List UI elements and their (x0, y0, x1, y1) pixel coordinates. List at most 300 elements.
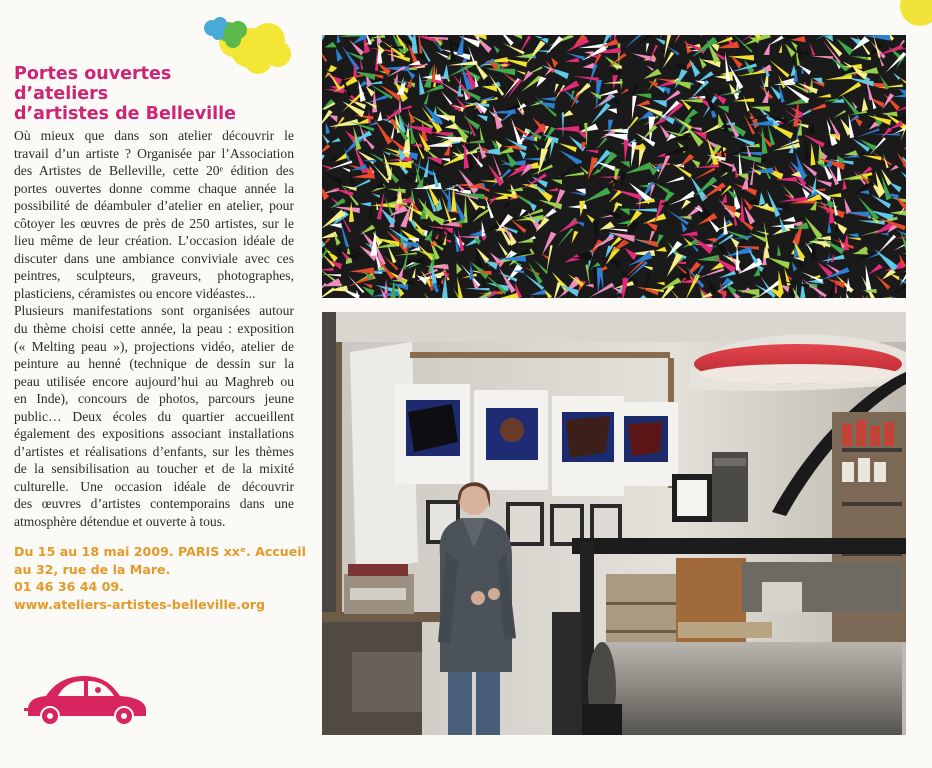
paint-stroke (905, 35, 906, 41)
paint-stroke (424, 156, 429, 177)
paint-stroke (646, 43, 649, 53)
paint-stroke (394, 73, 398, 84)
paint-stroke (423, 293, 442, 298)
paint-stroke (631, 295, 648, 298)
body-line: en Inde), concours de photos, parcours jeune (14, 391, 294, 407)
paint-stroke (697, 255, 720, 262)
body-line: public… Deux écoles du quartier accueillent (14, 408, 294, 424)
paint-stroke (419, 72, 425, 95)
paint-stroke (739, 239, 747, 246)
paint-stroke (503, 43, 525, 54)
paint-stroke (654, 183, 669, 194)
paint-stroke (331, 138, 341, 143)
body-line: Où mieux que dans son atelier découvrir le (14, 128, 294, 143)
paint-stroke (844, 150, 858, 155)
paint-stroke (324, 89, 343, 93)
paint-stroke (558, 219, 579, 233)
paint-stroke (843, 179, 847, 190)
paint-stroke (602, 228, 627, 231)
paint-stroke (559, 143, 577, 152)
paint-stroke (747, 120, 774, 125)
paint-stroke (862, 97, 868, 112)
body-line: peinture au henné (technique de dessin sur la (14, 356, 294, 372)
paint-stroke (369, 204, 373, 218)
paint-stroke (831, 253, 834, 262)
paint-stroke (365, 95, 388, 104)
paint-stroke (528, 262, 543, 284)
paint-stroke (619, 208, 629, 215)
paint-stroke (683, 42, 705, 54)
paint-stroke (862, 295, 869, 298)
paint-stroke (902, 253, 906, 259)
paint-stroke (356, 118, 371, 124)
paint-stroke (852, 249, 868, 255)
paint-stroke (797, 64, 811, 75)
paint-stroke (770, 60, 790, 78)
paint-stroke (607, 108, 617, 113)
paint-stroke (655, 38, 665, 45)
paint-stroke (545, 208, 556, 218)
event-address: au 32, rue de la Mare. (14, 561, 171, 577)
paint-stroke (671, 273, 690, 279)
paint-stroke (436, 52, 448, 59)
paint-stroke (729, 146, 747, 157)
body-line: atmosphère détendue et ouverte à tous. (14, 514, 226, 530)
paint-stroke (553, 189, 565, 212)
paint-stroke (482, 220, 486, 236)
paint-stroke (322, 109, 325, 115)
paint-stroke (571, 231, 578, 244)
paint-stroke (349, 267, 375, 274)
paint-stroke (442, 238, 452, 243)
paint-stroke (856, 128, 880, 137)
paint-stroke (854, 117, 863, 127)
paint-stroke (808, 121, 815, 134)
paint-stroke (386, 54, 410, 62)
paint-stroke (562, 112, 564, 138)
paint-stroke (656, 282, 665, 286)
paint-stroke (695, 81, 704, 85)
paint-stroke (576, 221, 584, 226)
paint-stroke (591, 103, 611, 125)
paint-stroke (342, 167, 351, 172)
paint-stroke (648, 81, 658, 88)
paint-stroke (360, 202, 372, 206)
paint-stroke (767, 189, 780, 217)
paint-stroke (348, 276, 364, 294)
paint-stroke (322, 287, 335, 298)
paint-stroke (827, 253, 830, 263)
paint-stroke (839, 82, 862, 97)
paint-stroke (322, 274, 341, 276)
paint-stroke (718, 271, 736, 278)
paint-stroke (363, 160, 376, 163)
paint-stroke (337, 35, 341, 43)
paint-stroke (811, 175, 816, 194)
paint-stroke (515, 70, 525, 75)
paint-stroke (792, 262, 797, 272)
paint-stroke (616, 297, 621, 298)
paint-stroke (634, 100, 650, 107)
paint-stroke (584, 150, 598, 153)
body-line: culturelle. Une occasion idéale de découvrir (14, 478, 294, 494)
paint-stroke (646, 65, 653, 71)
paint-stroke (363, 136, 375, 150)
paint-stroke (809, 41, 815, 55)
paint-stroke (329, 223, 342, 228)
paint-stroke (526, 40, 545, 64)
corner-decoration (900, 0, 932, 26)
artist-studio-photo (322, 312, 906, 735)
paint-stroke (634, 93, 651, 98)
paint-stroke (848, 114, 854, 138)
paint-stroke (667, 253, 683, 277)
paint-stroke (833, 110, 846, 118)
paint-stroke (592, 169, 601, 175)
paint-stroke (573, 76, 599, 81)
paint-stroke (605, 68, 622, 76)
paint-stroke (778, 270, 784, 295)
paint-stroke (332, 207, 359, 214)
paint-stroke (485, 68, 515, 75)
paint-stroke (880, 233, 889, 236)
paint-stroke (655, 247, 667, 252)
paint-stroke (626, 261, 648, 281)
paint-stroke (441, 115, 455, 122)
paint-stroke (443, 234, 447, 245)
paint-stroke (374, 119, 392, 145)
paint-stroke (344, 165, 355, 184)
paint-stroke (510, 211, 528, 226)
paint-stroke (488, 73, 504, 96)
paint-stroke (512, 35, 522, 39)
paint-stroke (334, 245, 343, 254)
body-line: peintres, sculpteurs, graveurs, photographes, (14, 268, 294, 284)
paint-stroke (883, 154, 889, 169)
paint-stroke (511, 123, 528, 136)
paint-stroke (728, 55, 754, 61)
paint-stroke (666, 176, 685, 183)
paint-stroke (681, 199, 691, 209)
paint-stroke (708, 219, 719, 233)
paint-stroke (617, 220, 631, 224)
paint-stroke (493, 45, 499, 53)
paint-stroke (706, 238, 717, 243)
paint-stroke (498, 241, 508, 256)
paint-stroke (678, 154, 694, 169)
paint-stroke (556, 228, 573, 248)
paint-stroke (603, 81, 623, 84)
paint-stroke (372, 193, 381, 198)
paint-stroke (322, 171, 342, 185)
paint-stroke (578, 124, 599, 133)
paint-stroke (815, 179, 832, 187)
paint-stroke (357, 81, 368, 89)
paint-stroke (345, 179, 370, 192)
paint-stroke (704, 272, 718, 296)
paint-stroke (347, 165, 372, 175)
body-line: discuter dans une ambiance conviviale avec ces (14, 250, 294, 266)
paint-stroke (523, 66, 543, 76)
paint-stroke (520, 223, 530, 227)
paint-stroke (611, 98, 620, 107)
event-website: www.ateliers-artistes-belleville.org (14, 596, 265, 612)
paint-stroke (528, 202, 536, 212)
paint-stroke (720, 172, 728, 178)
paint-stroke (721, 194, 727, 204)
paint-stroke (689, 59, 700, 77)
paint-stroke (604, 134, 628, 140)
paint-stroke (751, 205, 775, 213)
paint-stroke (336, 48, 343, 62)
paint-stroke (817, 94, 831, 98)
paint-stroke (605, 56, 621, 70)
paint-stroke (620, 88, 629, 94)
paint-stroke (624, 139, 629, 163)
paint-stroke (642, 266, 653, 271)
paint-stroke (443, 64, 449, 79)
paint-stroke (366, 86, 375, 97)
car-icon (22, 670, 150, 726)
paint-stroke (564, 58, 579, 62)
paint-stroke (596, 137, 608, 150)
paint-stroke (322, 35, 329, 52)
paint-stroke (743, 95, 749, 112)
paint-stroke (600, 39, 619, 48)
paint-stroke (588, 157, 598, 180)
paint-stroke (690, 127, 702, 131)
paint-stroke (759, 192, 765, 206)
body-line: côtoyer les œuvres de près de 250 artistes, sur le (14, 215, 294, 231)
paint-stroke (361, 230, 374, 246)
paint-stroke (881, 127, 892, 138)
paint-stroke (679, 231, 698, 235)
paint-stroke (518, 36, 531, 57)
paint-stroke (493, 106, 503, 130)
paint-stroke (566, 37, 589, 52)
paint-stroke (846, 238, 861, 241)
paint-stroke (609, 190, 622, 203)
paint-stroke (889, 182, 902, 193)
paint-stroke (750, 106, 769, 112)
paint-stroke (850, 56, 868, 60)
paint-stroke (889, 273, 900, 280)
paint-stroke (846, 292, 853, 298)
paint-stroke (848, 233, 859, 238)
paint-stroke (701, 182, 726, 200)
paint-stroke (322, 210, 346, 230)
paint-stroke (542, 232, 556, 255)
event-dates: Du 15 au 18 mai 2009. PARIS xxᵉ. Accueil (14, 544, 306, 559)
paint-stroke (893, 73, 901, 80)
paint-stroke (589, 91, 601, 99)
paint-stroke (387, 189, 406, 194)
paint-stroke (534, 259, 548, 274)
title-line: d’ateliers (14, 84, 109, 104)
paint-stroke (332, 188, 353, 197)
paint-stroke (411, 188, 415, 202)
paint-stroke (627, 208, 657, 211)
paint-stroke (550, 141, 555, 159)
paint-stroke (602, 209, 621, 219)
paint-stroke (807, 103, 826, 111)
paint-stroke (441, 91, 453, 105)
paint-stroke (585, 264, 589, 287)
paint-stroke (721, 142, 729, 171)
paint-stroke (487, 197, 496, 206)
paint-stroke (811, 143, 816, 166)
paint-stroke (805, 139, 811, 160)
body-line: de la sensibilisation au toucher et de la mixité (14, 461, 294, 477)
paint-stroke (480, 180, 497, 182)
paint-stroke (503, 78, 520, 98)
article-title (14, 64, 304, 124)
event-info (14, 543, 304, 613)
paint-stroke (656, 234, 663, 246)
paint-stroke (340, 74, 351, 97)
paint-stroke (322, 134, 330, 144)
paint-stroke (764, 43, 770, 56)
paint-stroke (748, 249, 758, 264)
paint-stroke (811, 81, 824, 87)
paint-stroke (866, 264, 872, 292)
paint-stroke (851, 180, 875, 196)
body-line: Plusieurs manifestations sont organisées autour (14, 303, 294, 319)
abstract-painting-image (322, 35, 906, 298)
paint-stroke (800, 280, 807, 298)
paint-stroke (418, 35, 422, 54)
paint-stroke (457, 276, 463, 298)
paint-stroke (810, 56, 833, 59)
paint-stroke (547, 188, 558, 191)
paint-stroke (553, 282, 561, 298)
paint-stroke (732, 136, 755, 147)
paint-stroke (636, 133, 656, 147)
body-line: portes ouvertes donne comme chaque année la (14, 180, 294, 196)
paint-stroke (519, 150, 526, 159)
paint-stroke (768, 257, 790, 268)
paint-stroke (797, 40, 803, 59)
paint-stroke (449, 104, 461, 112)
paint-stroke (412, 267, 416, 278)
event-phone: 01 46 36 44 09. (14, 579, 124, 594)
paint-stroke (551, 180, 562, 185)
paint-stroke (391, 123, 395, 139)
body-line: lieu même de leur création. L’occasion idéale de (14, 233, 294, 249)
title-line: Portes ouvertes (14, 64, 172, 84)
paint-stroke (902, 271, 906, 274)
paint-stroke (456, 263, 462, 274)
paint-stroke (322, 268, 334, 271)
paint-stroke (842, 233, 849, 251)
paint-stroke (632, 96, 637, 121)
paint-stroke (691, 159, 700, 168)
paint-stroke (501, 202, 510, 211)
paint-stroke (877, 235, 896, 254)
body-line: peau utilisée encore aujourd’hui au Maghreb ou (14, 373, 294, 389)
paint-stroke (777, 245, 781, 257)
paint-stroke (533, 143, 539, 151)
title-line: d’artistes de Belleville (14, 104, 236, 124)
paint-stroke (875, 297, 892, 298)
paint-stroke (565, 163, 582, 172)
paint-stroke (671, 289, 686, 298)
paint-stroke (620, 161, 630, 168)
paint-stroke (517, 238, 534, 243)
paint-stroke (546, 245, 552, 274)
paint-stroke (328, 286, 348, 292)
paint-stroke (508, 187, 523, 191)
paint-stroke (458, 76, 461, 97)
body-line: travail d’un artiste ? Organisée par l’Association (14, 145, 294, 161)
article-body (14, 127, 294, 531)
paint-stroke (735, 166, 738, 178)
paint-stroke (480, 126, 484, 141)
paint-stroke (391, 43, 394, 61)
paint-stroke (541, 65, 569, 79)
paint-stroke (718, 113, 724, 127)
paint-stroke (530, 296, 539, 298)
paint-stroke (840, 295, 846, 298)
paint-stroke (755, 231, 768, 236)
paint-stroke (904, 56, 906, 71)
paint-stroke (497, 35, 514, 46)
paint-stroke (322, 144, 330, 156)
paint-stroke (391, 279, 406, 282)
paint-stroke (670, 80, 691, 89)
paint-stroke (583, 188, 611, 203)
paint-stroke (377, 111, 382, 121)
paint-stroke (554, 84, 559, 94)
body-line: plasticiens, céramistes ou encore vidéastes... (14, 285, 256, 301)
paint-stroke (901, 171, 906, 180)
paint-stroke (717, 106, 729, 113)
paint-stroke (622, 278, 629, 298)
paint-stroke (835, 276, 837, 293)
body-line: des Artistes de Belleville, cette 20ᵉ édition des (14, 163, 294, 179)
paint-stroke (349, 201, 354, 222)
paint-stroke (482, 85, 497, 91)
body-line: du thème choisi cette année, la peau : exposition (14, 321, 294, 337)
paint-stroke (868, 264, 883, 275)
paint-stroke (329, 115, 338, 122)
paint-stroke (739, 295, 751, 298)
paint-stroke (663, 52, 675, 69)
paint-stroke (401, 175, 413, 182)
paint-stroke (645, 222, 657, 231)
paint-stroke (637, 287, 659, 295)
paint-stroke (386, 46, 403, 49)
body-line: des œuvres d’artistes contemporains dans une (14, 496, 294, 512)
paint-stroke (782, 217, 796, 222)
paint-stroke (551, 58, 558, 68)
paint-stroke (458, 193, 484, 199)
paint-stroke (506, 151, 517, 167)
paint-stroke (326, 122, 330, 134)
paint-stroke (749, 233, 767, 243)
paint-stroke (781, 48, 809, 55)
paint-stroke (875, 274, 890, 289)
paint-stroke (611, 189, 640, 199)
paint-stroke (322, 283, 327, 294)
paint-stroke (380, 208, 396, 226)
paint-stroke (406, 78, 411, 88)
paint-stroke (334, 233, 341, 246)
paint-stroke (620, 171, 627, 191)
paint-stroke (325, 42, 337, 48)
paint-stroke (633, 35, 655, 49)
body-line: (« Melting peau »), projections vidéo, atelier de (14, 338, 294, 354)
